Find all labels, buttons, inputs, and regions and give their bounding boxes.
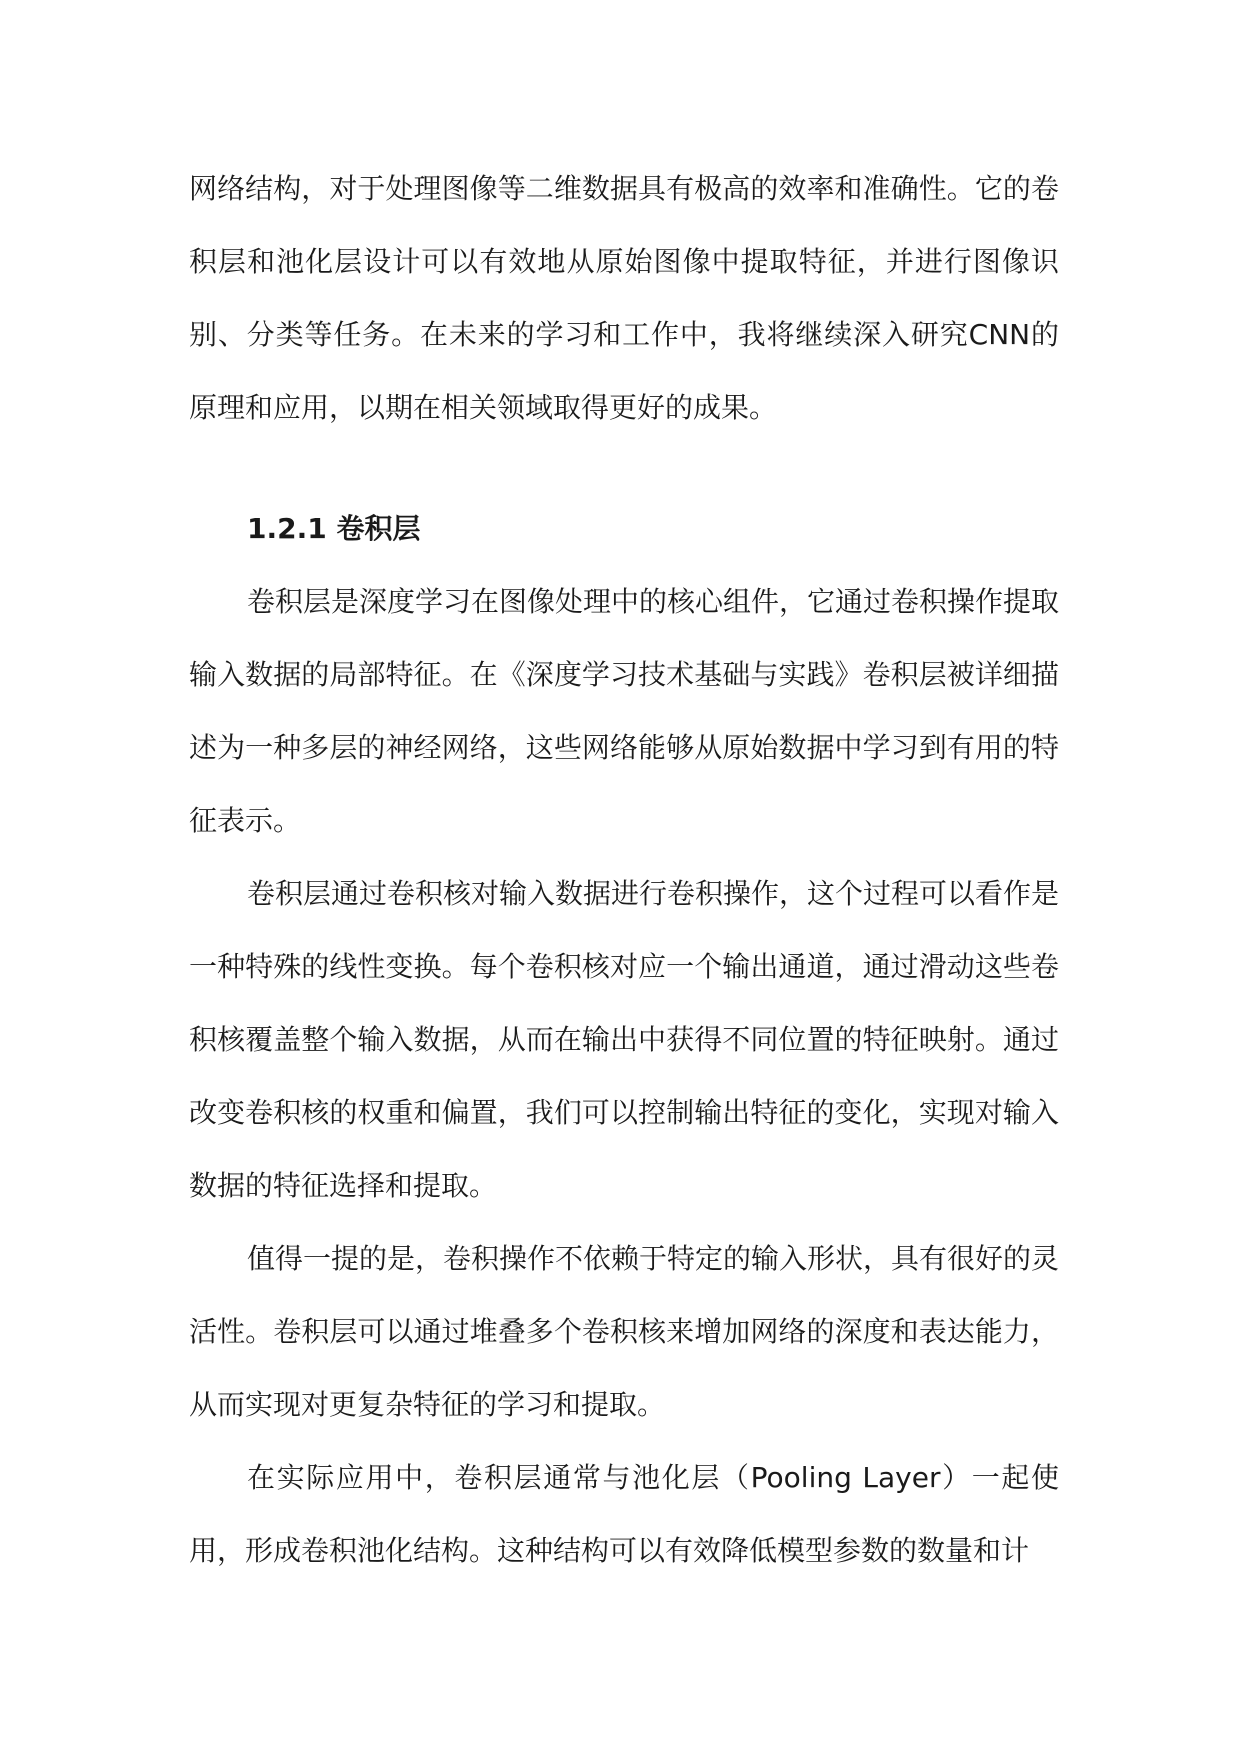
document-body — [189, 152, 1059, 1587]
paragraph-1: 卷积层是深度学习在图像处理中的核心组件，它通过卷积操作提取输入数据的局部特征。在《深度学习技术基础与实践》卷积层被详细描述为一种多层的神经网络，这些网络能够从原始数据中学习到有用的特征表示。 — [189, 585, 1060, 837]
paragraph-3: 值得一提的是，卷积操作不依赖于特定的输入形状，具有很好的灵活性。卷积层可以通过堆叠多个卷积核来增加网络的深度和表达能力，从而实现对更复杂特征的学习和提取。 — [189, 1242, 1060, 1421]
section-heading: 1.2.1 卷积层 — [247, 512, 421, 545]
paragraph-4: 在实际应用中，卷积层通常与池化层（Pooling Layer）一起使用，形成卷积池化结构。这种结构可以有效降低模型参数的数量和计 — [189, 1461, 1059, 1567]
paragraph-2: 卷积层通过卷积核对输入数据进行卷积操作，这个过程可以看作是一种特殊的线性变换。每个卷积核对应一个输出通道，通过滑动这些卷积核覆盖整个输入数据，从而在输出中获得不同位置的特征映射。通过改变卷积核的权重和偏置，我们可以控制输出特征的变化，实现对输入数据的特征选择和提取。 — [189, 877, 1060, 1202]
paragraph-continuation: 网络结构，对于处理图像等二维数据具有极高的效率和准确性。它的卷积层和池化层设计可以有效地从原始图像中提取特征，并进行图像识别、分类等任务。在未来的学习和工作中，我将继续深入研究CNN的原理和应用，以期在相关领域取得更好的成果。 — [189, 172, 1059, 424]
